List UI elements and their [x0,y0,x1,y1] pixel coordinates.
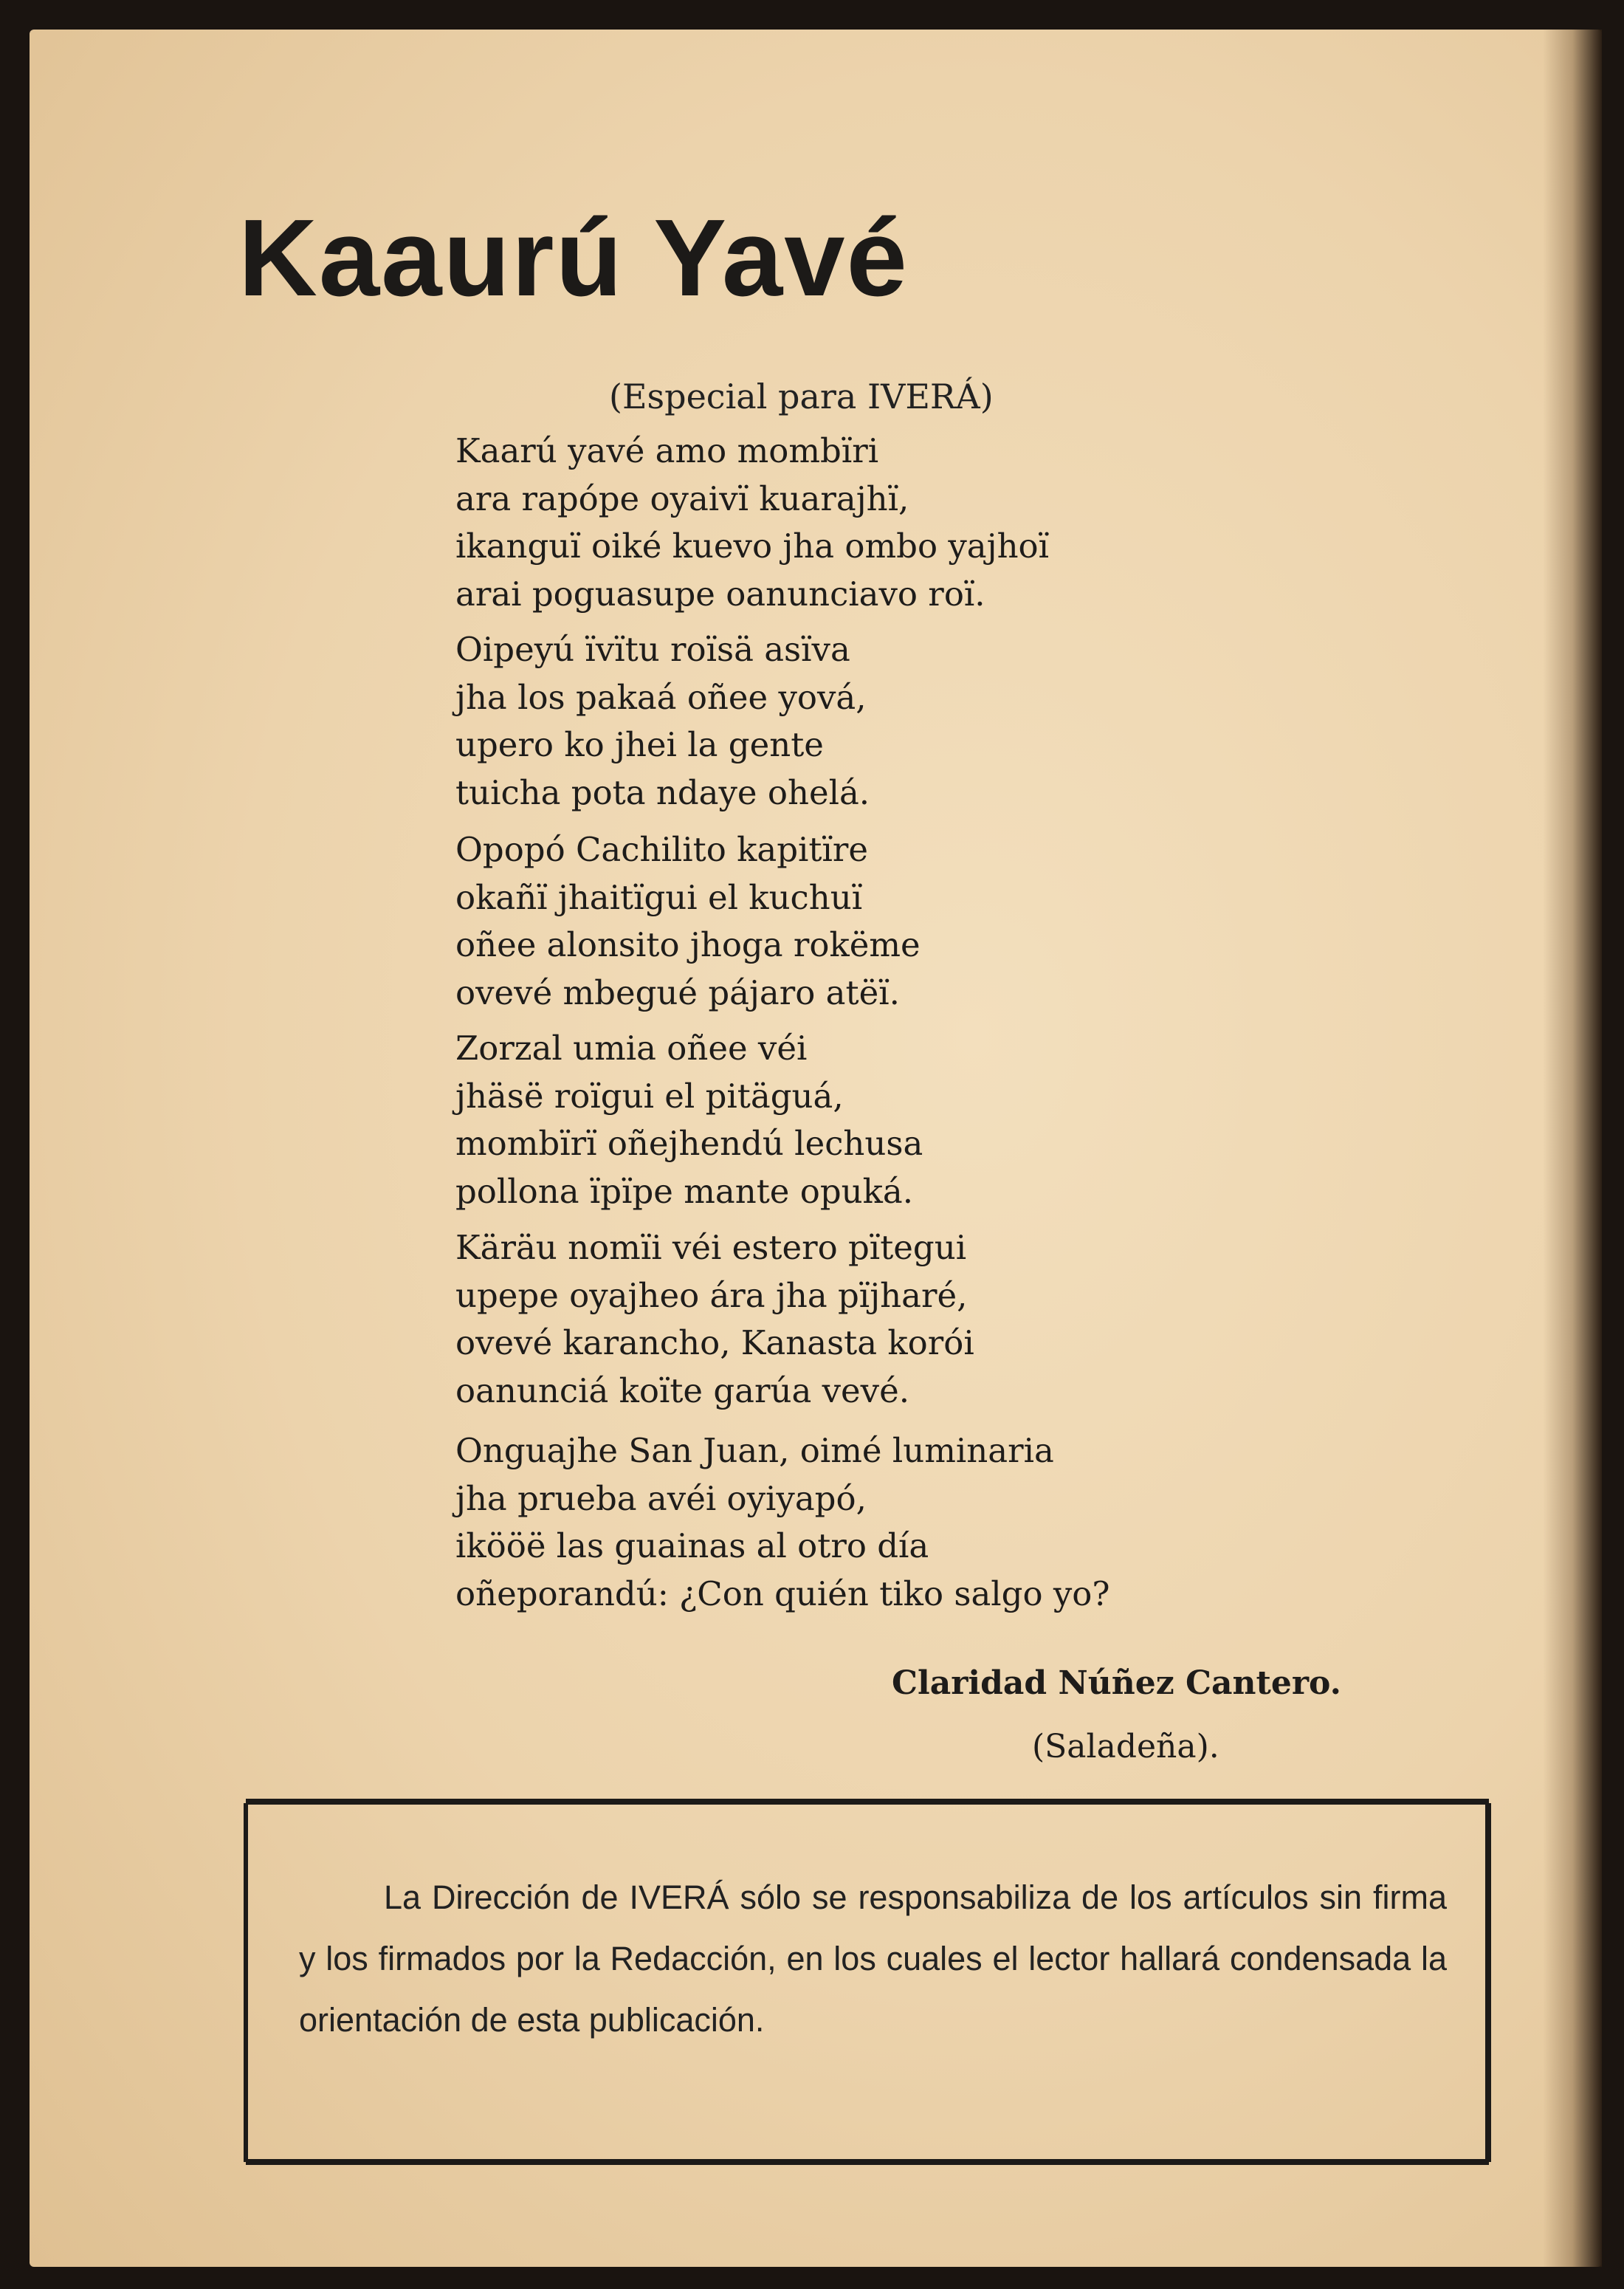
verse-line: oñee alonsito jhoga rokëme [455,925,921,964]
verse-line: oñeporandú: ¿Con quién tiko salgo yo? [455,1574,1110,1613]
verse-line: arai poguasupe oanunciavo roï. [455,574,985,614]
stanza-4 [455,1025,923,1215]
verse-line: ovevé mbegué pájaro atëï. [455,972,900,1012]
verse-line: pollona ïpïpe mante opuká. [455,1171,914,1211]
stanza-1 [455,428,1049,618]
verse-line: Onguajhe San Juan, oimé luminaria [455,1431,1054,1470]
verse-line: Käräu nomïi véi estero pïtegui [455,1228,967,1267]
verse-line: tuicha pota ndaye ohelá. [455,772,870,812]
verse-line: jhäsë roïgui el pitäguá, [455,1076,844,1116]
stanza-3 [455,826,921,1017]
verse-line: Zorzal umia oñee véi [455,1029,808,1068]
verse-line: Opopó Cachilito kapitïre [455,830,869,869]
verse-line: upepe oyajheo ára jha pïjharé, [455,1275,968,1315]
verse-line: jha prueba avéi oyiyapó, [455,1478,867,1518]
poem-dedication: (Especial para IVERÁ) [609,377,994,416]
stanza-6 [455,1427,1110,1618]
verse-line: oanunciá koïte garúa vevé. [455,1370,910,1410]
magazine-page [30,30,1602,2267]
verse-line: upero ko jhei la gente [455,725,824,764]
verse-line: okañï jhaitïgui el kuchuï [455,877,863,917]
bottom-rule [246,2159,1489,2165]
verse-line: Kaarú yavé amo mombïri [455,431,879,470]
stanza-2 [455,626,870,817]
verse-line: jha los pakaá oñee yová, [455,677,867,717]
verse-line: ovevé karancho, Kanasta korói [455,1323,974,1362]
verse-line: ikanguï oiké kuevo jha ombo yajhoï [455,526,1050,566]
author-place: (Saladeña). [1032,1728,1219,1765]
page-binding-shadow [1543,30,1602,2267]
verse-line: mombïrï oñejhendú lechusa [455,1124,923,1163]
verse-line: ikööë las guainas al otro día [455,1526,929,1565]
verse-line: ara rapópe oyaivï kuarajhï, [455,478,909,518]
verse-line: Oipeyú ïvïtu roïsä asïva [455,630,850,669]
editorial-notice: La Dirección de IVERÁ sólo se responsabiliza de los artículos sin firma y los firmados por la Redacción, en los cuales el lector hallará condensada la orientación de esta publicación. [299,1878,1447,2039]
author-name: Claridad Núñez Cantero. [892,1664,1341,1702]
stanza-5 [455,1224,974,1415]
poem-title: Kaaurú Yavé [238,197,909,319]
